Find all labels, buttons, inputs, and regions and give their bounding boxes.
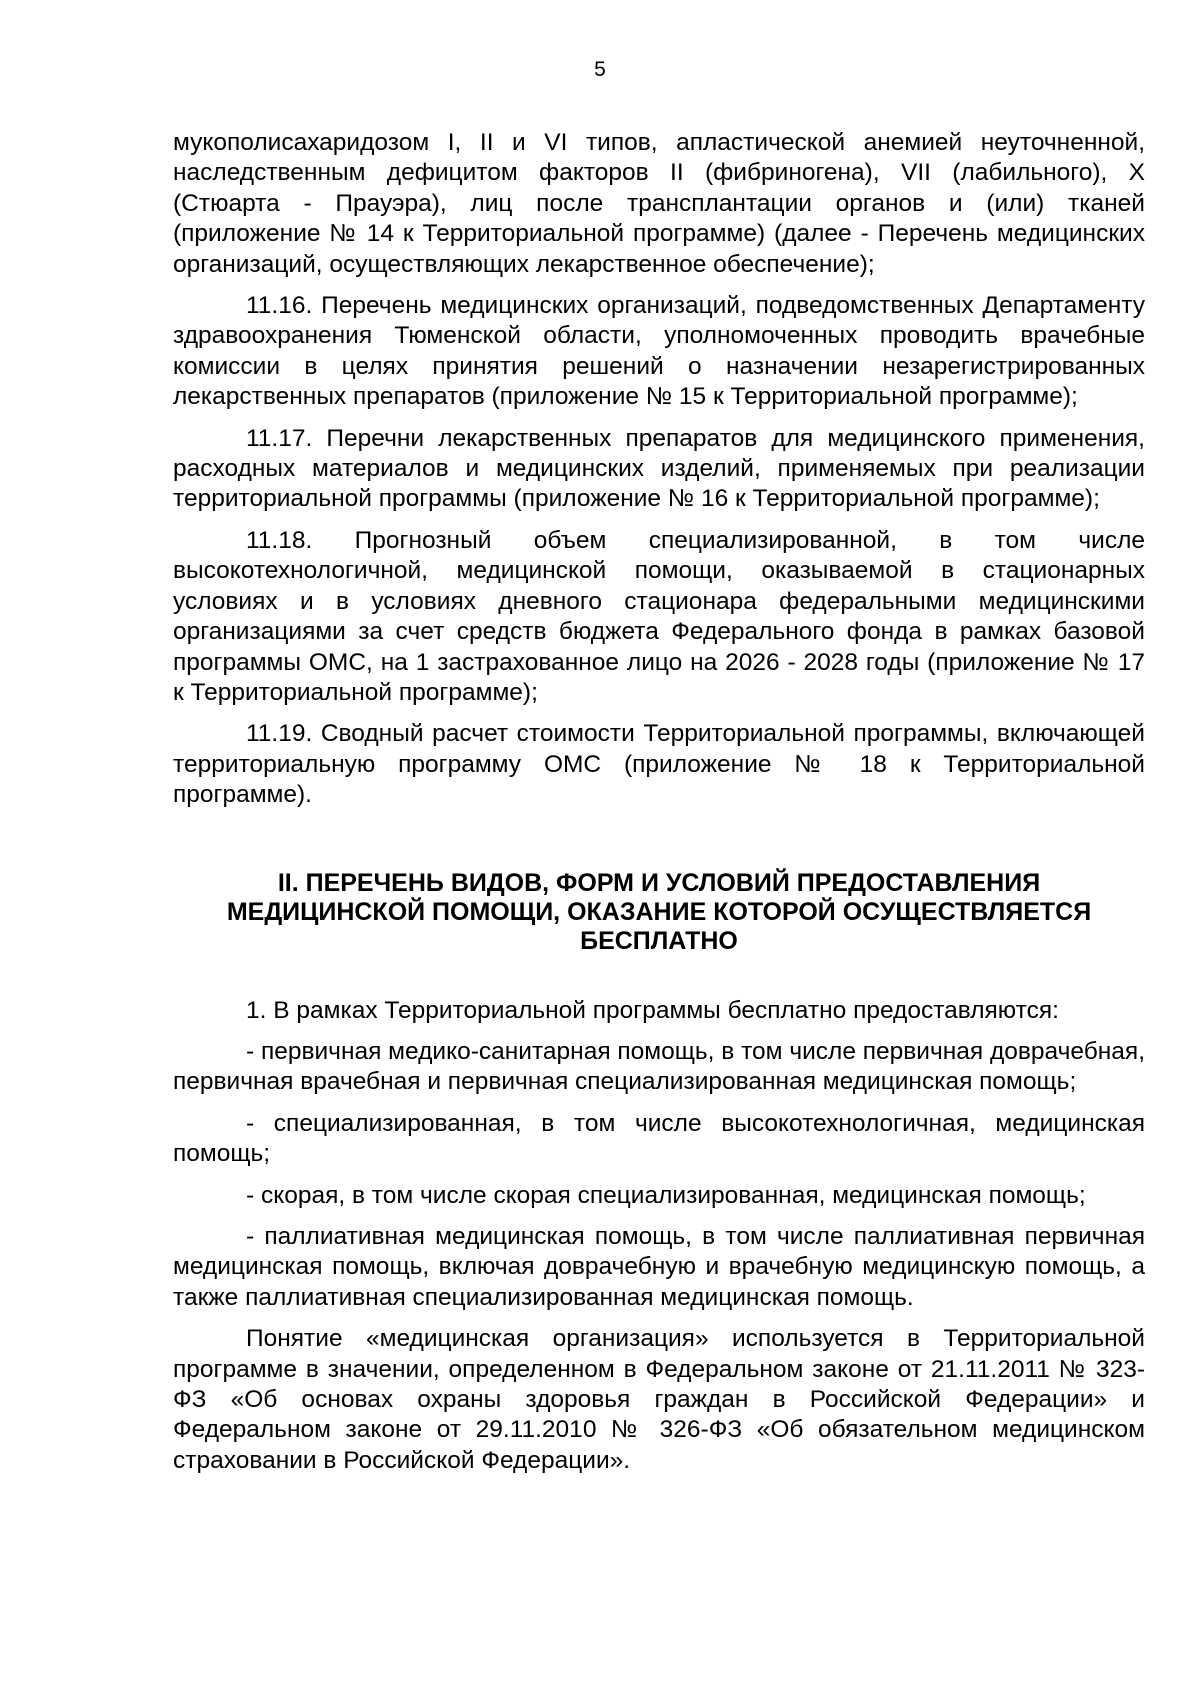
section-heading-line-3: БЕСПЛАТНО xyxy=(580,926,738,955)
paragraph-item-11-17: 11.17. Перечни лекарственных препаратов для медицинского применения, расходных материалов и медицинских изделий, применяемых при реализации территориальной программы (приложение № 16 к Территориальной программе); xyxy=(173,424,1145,513)
section-heading xyxy=(173,869,1145,956)
paragraph-item-11-19: 11.19. Сводный расчет стоимости Территориальной программы, включающей территориальную программу ОМС (приложение № 18 к Территориальной программе). xyxy=(173,720,1145,809)
page-number: 5 xyxy=(594,58,606,81)
list-item-palliative-care: - паллиативная медицинская помощь, в том числе паллиативная первичная медицинская помощь, включая доврачебную и врачебную медицинскую помощь, а также паллиативная специализированная медицинская помощь. xyxy=(173,1222,1145,1311)
list-item-primary-care: - первичная медико-санитарная помощь, в том числе первичная доврачебная, первичная врачебная и первичная специализированная медицинская помощь; xyxy=(173,1037,1145,1096)
section-heading-line-2: МЕДИЦИНСКОЙ ПОМОЩИ, ОКАЗАНИЕ КОТОРОЙ ОСУЩЕСТВЛЯЕТСЯ xyxy=(226,897,1092,926)
paragraph-continuation: мукополисахаридозом I, II и VI типов, апластической анемией неуточненной, наследственным дефицитом факторов II (фибриногена), VII (лабильного), X (Стюарта - Прауэра), лиц после трансплантации органов и (или) тканей (приложение № 14 к Территориальной программе) (далее - Перечень медицинских организаций, осуществляющих лекарственное обеспечение); xyxy=(173,129,1145,278)
paragraph-item-11-18: 11.18. Прогнозный объем специализированной, в том числе высокотехнологичной, медицинской помощи, оказываемой в стационарных условиях и в условиях дневного стационара федеральными медицинскими организациями за счет средств бюджета Федерального фонда в рамках базовой программы ОМС, на 1 застрахованное лицо на 2026 - 2028 годы (приложение № 17 к Территориальной программе); xyxy=(173,526,1145,706)
paragraph-item-11-16: 11.16. Перечень медицинских организаций, подведомственных Департаменту здравоохранения Тюменской области, уполномоченных проводить врачебные комиссии в целях принятия решений о назначении незарегистрированных лекарственных препаратов (приложение № 15 к Территориальной программе); xyxy=(173,292,1145,411)
document-body xyxy=(173,128,1145,1487)
paragraph-definition: Понятие «медицинская организация» используется в Территориальной программе в значении, определенном в Федеральном законе от 21.11.2011 № 323-ФЗ «Об основах охраны здоровья граждан в Российской Федерации» и Федеральном законе от 29.11.2010 № 326-ФЗ «Об обязательном медицинском страховании в Российской Федерации». xyxy=(173,1325,1145,1474)
paragraph-intro: 1. В рамках Территориальной программы бесплатно предоставляются: xyxy=(246,996,1059,1024)
list-item-specialized-care: - специализированная, в том числе высокотехнологичная, медицинская помощь; xyxy=(173,1109,1145,1168)
section-heading-line-1: II. ПЕРЕЧЕНЬ ВИДОВ, ФОРМ И УСЛОВИЙ ПРЕДОСТАВЛЕНИЯ xyxy=(277,868,1041,897)
list-item-emergency-care: - скорая, в том числе скорая специализированная, медицинская помощь; xyxy=(246,1181,1086,1209)
